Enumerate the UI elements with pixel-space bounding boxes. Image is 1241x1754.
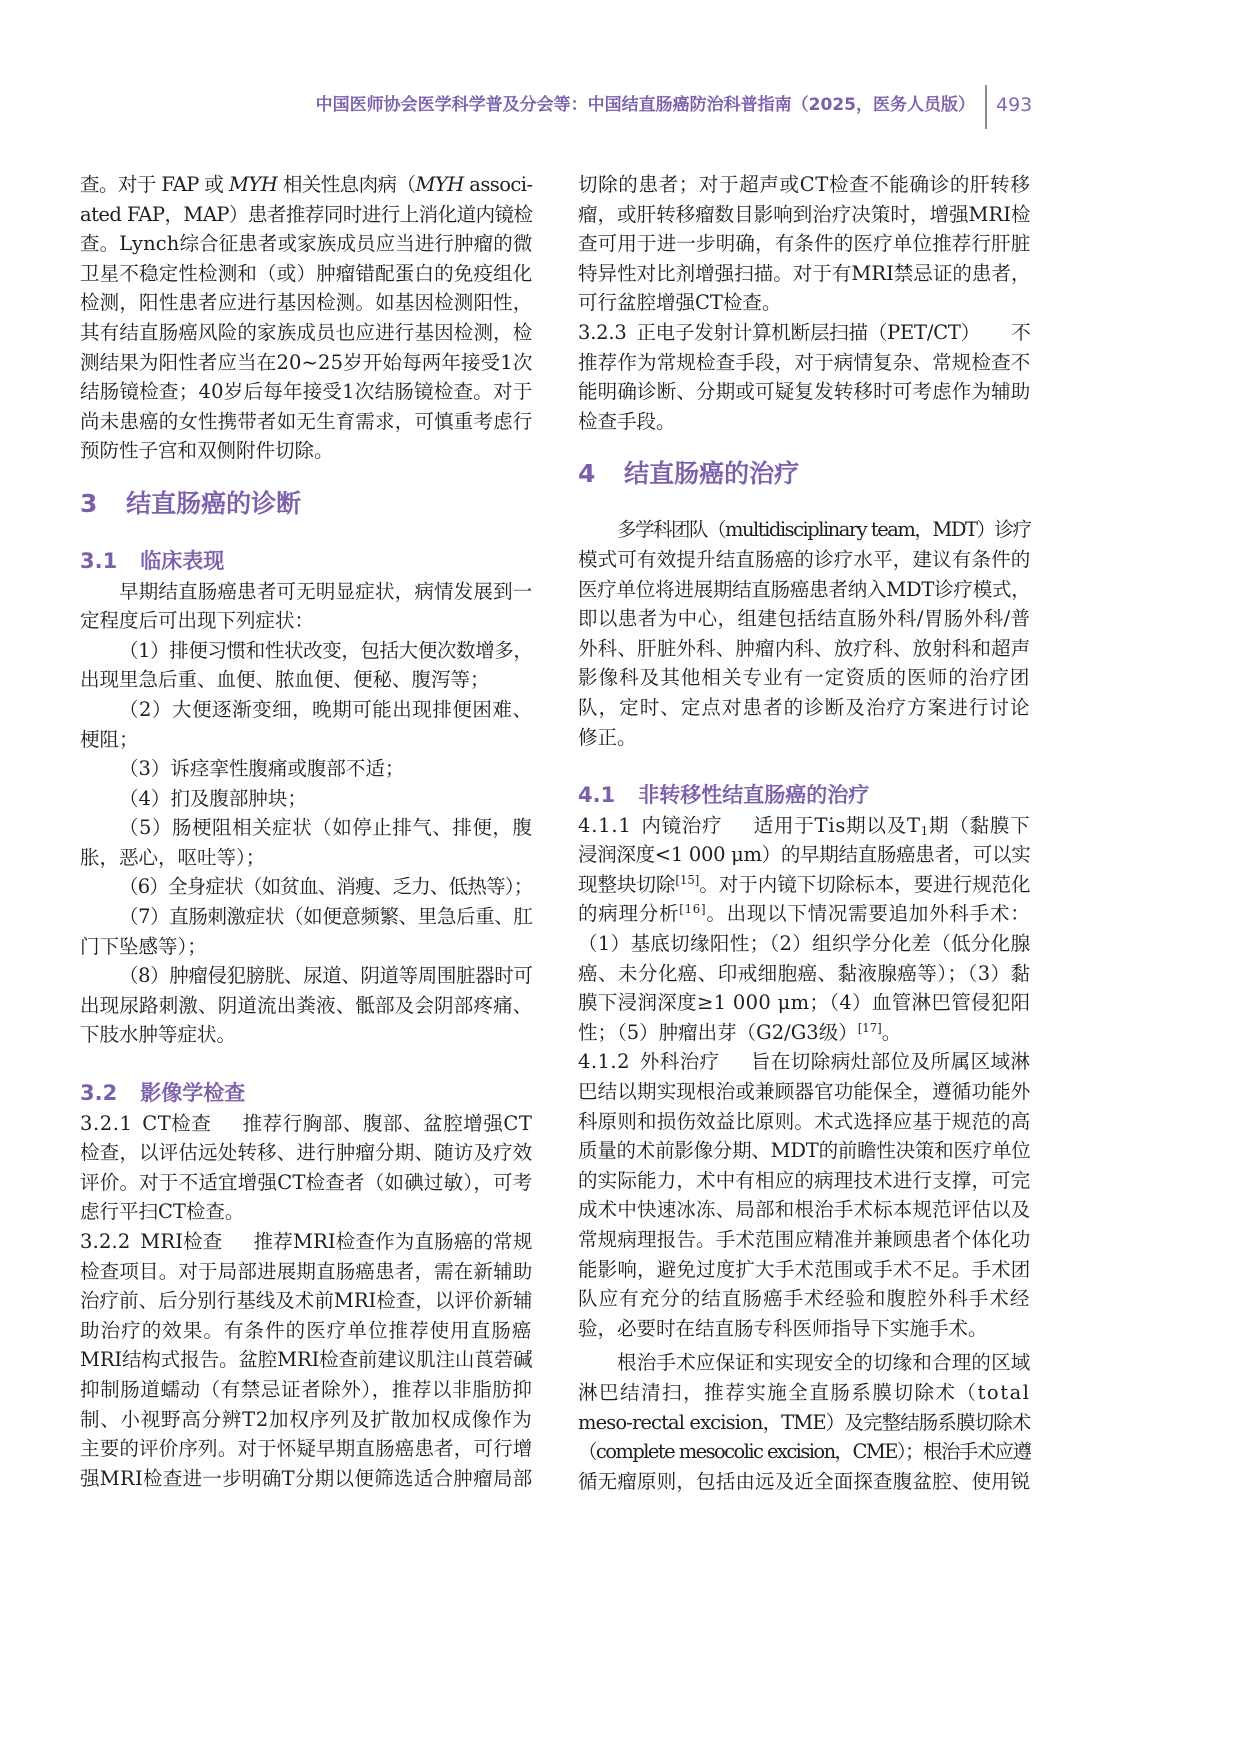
line-text xyxy=(119,787,307,810)
text-run: 能明确诊断、分期或可疑复发转移时可考虑作为辅助 xyxy=(578,380,1031,404)
text-line xyxy=(578,575,1031,605)
text-line xyxy=(578,1047,1031,1077)
text-line xyxy=(578,1467,1031,1497)
text-line xyxy=(80,1227,533,1257)
paragraph xyxy=(80,784,533,814)
numbered-paragraph xyxy=(80,1109,533,1227)
line-text xyxy=(80,1348,533,1371)
line-text xyxy=(578,1228,1031,1251)
text-run: 出现里急后重、血便、脓血便、便秘、腹泻等； xyxy=(80,668,490,692)
line-text xyxy=(578,232,1031,255)
text-line xyxy=(80,348,533,378)
text-line xyxy=(578,693,1031,723)
paragraph xyxy=(80,695,533,754)
text-line xyxy=(578,1077,1031,1107)
line-text xyxy=(578,1198,1031,1221)
text-line xyxy=(80,1434,533,1464)
numbered-paragraph xyxy=(578,1047,1031,1343)
paragraph xyxy=(80,577,533,636)
text-run: 瘤，或肝转移瘤数目影响到治疗决策时，增强MRI检 xyxy=(578,202,1031,226)
text-run: 检查项目。对于局部进展期直肠癌患者，需在新辅助 xyxy=(80,1259,533,1283)
text-line xyxy=(80,1464,533,1494)
text-line xyxy=(80,606,533,636)
text-run: 期（黏膜下 xyxy=(929,813,1031,837)
text-run: 多学科团队（multidisciplinary team，MDT）诊疗 xyxy=(617,518,1031,542)
text-run: （1）排便习惯和性状改变，包括大便次数增多， xyxy=(119,638,533,662)
text-run: 早期结直肠癌患者可无明显症状，病情发展到一 xyxy=(119,579,533,603)
line-text xyxy=(80,1378,533,1401)
text-run: （3）诉痉挛性腹痛或腹部不适； xyxy=(119,757,405,781)
text-line xyxy=(80,991,533,1021)
text-run: 模式可有效提升结直肠癌的诊疗水平，建议有条件的 xyxy=(578,547,1031,571)
text-run: 癌、未分化癌、印戒细胞癌、黏液腺癌等）；（3）黏 xyxy=(578,961,1031,985)
paragraph-number: 3.2.3 xyxy=(578,320,627,344)
text-run: 外科、肝脏外科、肿瘤内科、放疗科、放射科和超声 xyxy=(578,636,1031,660)
text-run: 影像科及其他相关专业有一定资质的医师的治疗团 xyxy=(578,666,1031,690)
heading-number: 3.1 xyxy=(80,548,118,573)
text-line xyxy=(578,170,1031,200)
running-header xyxy=(300,93,975,117)
text-run: 评价。对于不适宜增强CT检查者（如碘过敏），可考 xyxy=(80,1170,533,1194)
text-run: 卫星不稳定性检测和（或）肿瘤错配蛋白的免疫组化 xyxy=(80,261,533,285)
text-run: 推荐行胸部、腹部、盆腔增强CT xyxy=(242,1111,533,1135)
text-line xyxy=(80,725,533,755)
text-line xyxy=(578,1348,1031,1378)
italic-term: MYH xyxy=(415,173,464,196)
text-run: 胀，恶心，呕吐等）； xyxy=(80,845,266,869)
line-text xyxy=(80,351,533,374)
subsection-heading xyxy=(80,547,533,577)
line-text xyxy=(80,935,207,958)
line-text xyxy=(80,1260,533,1283)
text-line xyxy=(578,988,1031,1018)
line-text xyxy=(119,875,533,898)
text-run: 测结果为阳性者应当在20~25岁开始每两年接受1次 xyxy=(80,350,533,374)
line-text xyxy=(578,932,1031,955)
line-text xyxy=(119,905,533,928)
text-run: 验，必要时在结直肠专科医师指导下实施手术。 xyxy=(578,1316,988,1340)
text-run: 其有结直肠癌风险的家族成员也应进行基因检测，检 xyxy=(80,320,533,344)
text-line xyxy=(578,515,1031,545)
text-line xyxy=(80,636,533,666)
text-run: 的实际能力，术中有相应的病理技术进行支撑，可完 xyxy=(578,1168,1031,1192)
text-run: 常规病理报告。手术范围应精准并兼顾患者个体化功 xyxy=(578,1228,1031,1251)
citation-superscript: [16] xyxy=(679,902,707,917)
text-line xyxy=(80,932,533,962)
heading-number: 4 xyxy=(578,459,596,489)
text-run: 质量的术前影像分期、MDT的前瞻性决策和医疗单位 xyxy=(578,1139,1031,1163)
line-text xyxy=(119,816,533,839)
line-text xyxy=(578,637,1031,660)
text-line xyxy=(80,1168,533,1198)
text-line xyxy=(578,1255,1031,1285)
text-run: 尚未患癌的女性携带者如无生育需求，可慎重考虑行 xyxy=(80,409,533,433)
paragraph xyxy=(578,515,1031,752)
text-run: （complete mesocolic excision，CME）；根治手术应遵 xyxy=(578,1440,1031,1464)
line-text xyxy=(80,1408,533,1431)
text-line xyxy=(80,318,533,348)
line-text xyxy=(80,1467,533,1490)
text-run: MRI结构式报告。盆腔MRI检查前建议肌注山莨菪碱 xyxy=(80,1348,533,1372)
paragraph-number: 3.2.1 xyxy=(80,1111,133,1135)
text-run: ated FAP，MAP）患者推荐同时进行上消化道内镜检 xyxy=(80,202,533,226)
text-run: 主要的评价序列。对于怀疑早期直肠癌患者，可行增 xyxy=(80,1437,533,1461)
text-run: 。对于内镜下切除标本，要进行规范化 xyxy=(699,872,1031,896)
line-text xyxy=(80,1289,533,1312)
line-text xyxy=(80,439,334,462)
subsection-heading xyxy=(578,781,1031,811)
paragraph-title: 内镜治疗 xyxy=(641,813,723,837)
text-line xyxy=(80,754,533,784)
text-run: 队应有充分的结直肠癌手术经验和腹腔外科手术经 xyxy=(578,1287,1031,1311)
line-text xyxy=(578,351,1031,374)
header-divider xyxy=(985,85,987,129)
running-header-text: 中国医师协会医学科学普及分会等：中国结直肠癌防治科普指南（2025，医务人员版） xyxy=(315,95,975,115)
paragraph xyxy=(80,872,533,902)
text-line xyxy=(80,1345,533,1375)
paragraph-number: 4.1.1 xyxy=(578,813,632,837)
text-run: 可行盆腔增强CT检查。 xyxy=(578,291,782,315)
text-run: 旨在切除病灶部位及所属区域淋 xyxy=(750,1050,1031,1074)
text-run: 根治手术应保证和实现安全的切缘和合理的区域 xyxy=(617,1351,1031,1375)
heading-number: 3.2 xyxy=(80,1081,118,1106)
text-run: （4）扪及腹部肿块； xyxy=(119,786,307,810)
line-text xyxy=(119,757,404,780)
text-line xyxy=(578,348,1031,378)
text-run: 巴结以期实现根治或兼顾器官功能保全，遵循功能外 xyxy=(578,1080,1031,1104)
text-run: 切除的患者；对于超声或CT检查不能确诊的肝转移 xyxy=(578,173,1031,196)
text-run: 检测，阳性患者应进行基因检测。如基因检测阳性， xyxy=(80,291,533,315)
text-run: 结肠镜检查；40岁后每年接受1次结肠镜检查。对于 xyxy=(80,380,533,404)
line-text xyxy=(578,1381,1031,1404)
text-line xyxy=(80,961,533,991)
text-line xyxy=(578,200,1031,230)
line-text xyxy=(119,639,533,662)
line-text xyxy=(80,232,533,255)
line-text xyxy=(80,321,533,344)
text-line xyxy=(578,377,1031,407)
text-line xyxy=(578,229,1031,259)
citation-superscript: [17] xyxy=(857,1020,882,1035)
line-text xyxy=(578,873,1030,896)
line-text xyxy=(578,1317,988,1340)
paragraph-title: MRI检查 xyxy=(140,1230,223,1253)
paragraph-title: 外科治疗 xyxy=(639,1050,720,1074)
text-line xyxy=(80,377,533,407)
line-text xyxy=(578,548,1031,571)
text-run: 现整块切除 xyxy=(578,872,676,896)
line-text xyxy=(578,696,1031,719)
paragraph xyxy=(578,1348,1031,1496)
text-line xyxy=(578,288,1031,318)
text-run: 循无瘤原则，包括由远及近全面探查腹盆腔、使用锐 xyxy=(578,1469,1031,1493)
text-line xyxy=(578,929,1031,959)
paragraph-number: 4.1.2 xyxy=(578,1050,630,1074)
text-run: 下肢水肿等症状。 xyxy=(80,1023,237,1047)
text-line xyxy=(80,1020,533,1050)
text-line xyxy=(80,784,533,814)
text-line xyxy=(80,170,533,200)
text-line xyxy=(578,1314,1031,1344)
line-text xyxy=(578,1050,1030,1073)
line-text xyxy=(80,262,533,285)
text-run: 能影响，避免过度扩大手术范围或手术不足。手术团 xyxy=(578,1257,1031,1281)
text-line xyxy=(578,1225,1031,1255)
text-run: 定程度后可出现下列症状： xyxy=(80,609,315,633)
text-line xyxy=(578,663,1031,693)
text-line xyxy=(80,1375,533,1405)
text-run: 不 xyxy=(1011,320,1031,344)
text-line xyxy=(80,1286,533,1316)
text-run: 门下坠感等）； xyxy=(80,934,207,958)
text-line xyxy=(80,902,533,932)
text-line xyxy=(80,872,533,902)
text-line xyxy=(578,604,1031,634)
text-run: 医疗单位将进展期结直肠癌患者纳入MDT诊疗模式， xyxy=(578,577,1031,601)
heading-title: 非转移性结直肠癌的治疗 xyxy=(638,783,870,808)
text-line xyxy=(578,1018,1031,1048)
text-line xyxy=(80,288,533,318)
heading-title: 结直肠癌的治疗 xyxy=(624,459,800,489)
text-line xyxy=(578,545,1031,575)
line-text xyxy=(578,814,1030,837)
line-text xyxy=(578,291,781,314)
paragraph xyxy=(80,961,533,1050)
text-run: 淋巴结清扫，推荐实施全直肠系膜切除术（total xyxy=(578,1380,1031,1404)
text-run: 查可用于进一步明确，有条件的医疗单位推荐行肝脏 xyxy=(578,232,1031,256)
text-run: 助治疗的效果。有条件的医疗单位推荐使用直肠癌 xyxy=(80,1318,533,1342)
line-text xyxy=(80,1200,244,1223)
paragraph xyxy=(80,754,533,784)
line-text xyxy=(80,609,314,632)
text-run: 即以患者为中心，组建包括结直肠外科/胃肠外科/普 xyxy=(578,607,1031,631)
line-text xyxy=(578,1258,1031,1281)
line-text xyxy=(578,607,1031,630)
text-line xyxy=(578,1195,1031,1225)
text-line xyxy=(80,843,533,873)
text-run: 检查手段。 xyxy=(578,409,676,433)
text-run: 成术中快速冰冻、局部和根治手术标本规范评估以及 xyxy=(578,1198,1031,1222)
line-text xyxy=(80,1230,533,1253)
page-number: 493 xyxy=(996,94,1033,116)
citation-superscript: [15] xyxy=(675,872,700,887)
line-text xyxy=(80,291,533,314)
text-line xyxy=(578,1408,1031,1438)
text-run: 适用于Tis期以及T xyxy=(753,813,921,837)
line-text xyxy=(578,578,1031,601)
line-text xyxy=(80,1112,532,1135)
line-text xyxy=(80,728,139,751)
text-run: 强MRI检查进一步明确T分期以便筛选适合肿瘤局部 xyxy=(80,1466,533,1490)
right-text-column xyxy=(578,170,1031,1496)
paragraph-title: 正电子发射计算机断层扫描（PET/CT） xyxy=(636,320,981,344)
text-run: 。出现以下情况需要追加外科手术： xyxy=(706,902,1031,926)
text-line xyxy=(578,723,1031,753)
line-text xyxy=(80,410,533,433)
numbered-paragraph xyxy=(578,318,1031,436)
line-text xyxy=(80,380,533,403)
line-text xyxy=(80,1319,533,1342)
line-text xyxy=(578,1110,1031,1133)
text-line xyxy=(578,840,1031,870)
text-line xyxy=(80,1405,533,1435)
text-line xyxy=(578,811,1031,841)
line-text xyxy=(578,666,1031,689)
paragraph-title: CT检查 xyxy=(142,1111,212,1135)
line-text xyxy=(578,1139,1031,1162)
text-run: 虑行平扫CT检查。 xyxy=(80,1200,245,1224)
line-text xyxy=(119,698,533,721)
line-text xyxy=(80,203,533,226)
line-text xyxy=(578,843,1031,866)
text-line xyxy=(80,436,533,466)
line-text xyxy=(80,1141,533,1164)
text-run: 梗阻； xyxy=(80,727,139,751)
text-line xyxy=(578,899,1031,929)
text-line xyxy=(80,259,533,289)
line-text xyxy=(617,1351,1031,1374)
text-run: 查。Lynch综合征患者或家族成员应当进行肿瘤的微 xyxy=(80,232,533,256)
text-line xyxy=(578,259,1031,289)
line-text xyxy=(80,1437,533,1460)
subsection-heading xyxy=(80,1079,533,1109)
text-line xyxy=(80,1257,533,1287)
line-text xyxy=(80,846,265,869)
text-line xyxy=(80,1316,533,1346)
text-line xyxy=(578,1437,1031,1467)
text-line xyxy=(578,1107,1031,1137)
text-line xyxy=(80,665,533,695)
text-line xyxy=(80,1109,533,1139)
heading-title: 影像学检查 xyxy=(140,1081,246,1106)
text-line xyxy=(578,1136,1031,1166)
subscript-index: 1 xyxy=(920,824,930,839)
italic-term: MYH xyxy=(229,173,278,196)
line-text xyxy=(119,964,533,987)
text-run: 队，定时、定点对患者的诊断及治疗方案进行讨论 xyxy=(578,695,1031,719)
line-text xyxy=(578,203,1031,226)
text-run: （5）肠梗阻相关症状（如停止排气、排便，腹 xyxy=(119,816,533,840)
line-text xyxy=(578,1080,1031,1103)
text-run: 制、小视野高分辨T2加权序列及扩散加权成像作为 xyxy=(80,1407,533,1431)
line-text xyxy=(80,1171,533,1194)
line-text xyxy=(578,1169,1031,1192)
text-run: 浸润深度<1 000 μm）的早期结直肠癌患者，可以实 xyxy=(578,843,1031,867)
line-text xyxy=(578,1440,1031,1463)
section-heading xyxy=(80,482,533,526)
text-line xyxy=(80,695,533,725)
section-heading xyxy=(578,452,1031,496)
line-text xyxy=(578,726,637,749)
text-run: 膜下浸润深度≥1 000 μm；（4）血管淋巴管侵犯阳 xyxy=(578,991,1031,1015)
line-text xyxy=(578,321,1031,344)
text-run: 科原则和损伤效益比原则。术式选择应基于规范的高 xyxy=(578,1109,1031,1133)
numbered-paragraph xyxy=(80,1227,533,1493)
text-run: （1）基底切缘阳性；（2）组织学分化差（低分化腺 xyxy=(578,932,1031,956)
text-run: 。 xyxy=(881,1020,902,1044)
line-text xyxy=(80,1023,236,1046)
paragraph xyxy=(80,636,533,695)
text-run: （8）肿瘤侵犯膀胱、尿道、阴道等周围脏器时可 xyxy=(119,964,533,988)
line-text xyxy=(80,173,533,196)
text-line xyxy=(80,1138,533,1168)
paragraph-number: 3.2.2 xyxy=(80,1230,131,1253)
text-line xyxy=(80,407,533,437)
line-text xyxy=(578,1021,901,1044)
line-text xyxy=(578,380,1031,403)
line-text xyxy=(617,518,1031,541)
line-text xyxy=(578,1470,1031,1493)
text-run: 相关性息肉病（ xyxy=(277,173,416,196)
left-text-column xyxy=(80,170,533,1493)
heading-title: 结直肠癌的诊断 xyxy=(126,488,302,518)
line-text xyxy=(578,1411,1031,1434)
text-line xyxy=(578,318,1031,348)
text-line xyxy=(80,577,533,607)
line-text xyxy=(578,991,1031,1014)
line-text xyxy=(80,668,490,691)
text-line xyxy=(578,634,1031,664)
text-run: 出现尿路刺激、阴道流出粪液、骶部及会阴部疼痛、 xyxy=(80,993,533,1017)
text-run: meso-rectal excision，TME）及完整结肠系膜切除术 xyxy=(578,1410,1031,1434)
text-line xyxy=(80,229,533,259)
text-line xyxy=(578,1284,1031,1314)
text-line xyxy=(80,1197,533,1227)
text-line xyxy=(80,200,533,230)
text-line xyxy=(80,813,533,843)
line-text xyxy=(578,902,1030,925)
line-text xyxy=(578,1287,1031,1310)
paragraph xyxy=(578,170,1031,318)
line-text xyxy=(119,580,533,603)
line-text xyxy=(80,994,533,1017)
line-text xyxy=(578,173,1031,196)
text-run: 抑制肠道蠕动（有禁忌证者除外），推荐以非脂肪抑 xyxy=(80,1377,533,1401)
numbered-paragraph xyxy=(578,811,1031,1048)
text-line xyxy=(578,407,1031,437)
line-text xyxy=(578,410,676,433)
text-run: 治疗前、后分别行基线及术前MRI检查，以评价新辅 xyxy=(80,1289,533,1313)
text-line xyxy=(578,959,1031,989)
text-run: 性；（5）肿瘤出芽（G2/G3级） xyxy=(578,1020,858,1044)
text-run: （7）直肠刺激症状（如便意频繁、里急后重、肛 xyxy=(119,905,533,929)
text-line xyxy=(578,870,1031,900)
heading-number: 4.1 xyxy=(578,783,616,808)
text-run: （2）大便逐渐变细，晚期可能出现排便困难、 xyxy=(119,697,533,721)
paragraph xyxy=(80,902,533,961)
text-line xyxy=(578,1166,1031,1196)
text-run: 查。对于 FAP 或 xyxy=(80,173,230,196)
heading-title: 临床表现 xyxy=(140,548,225,573)
text-run: 预防性子宫和双侧附件切除。 xyxy=(80,439,334,463)
text-run: 修正。 xyxy=(578,725,637,749)
text-line xyxy=(578,1378,1031,1408)
text-run: 检查，以评估远处转移、进行肿瘤分期、随访及疗效 xyxy=(80,1141,533,1165)
text-run: 推荐作为常规检查手段，对于病情复杂、常规检查不 xyxy=(578,350,1031,374)
paragraph xyxy=(80,813,533,872)
paragraph xyxy=(80,170,533,466)
text-run: 的病理分析 xyxy=(578,902,680,926)
text-run: （6）全身症状（如贫血、消瘦、乏力、低热等）； xyxy=(119,875,533,899)
text-run: 推荐MRI检查作为直肠癌的常规 xyxy=(253,1230,533,1253)
text-run: associ- xyxy=(463,173,533,196)
text-run: 特异性对比剂增强扫描。对于有MRI禁忌证的患者， xyxy=(578,261,1031,285)
line-text xyxy=(578,962,1031,985)
line-text xyxy=(578,262,1031,285)
heading-number: 3 xyxy=(80,488,98,518)
